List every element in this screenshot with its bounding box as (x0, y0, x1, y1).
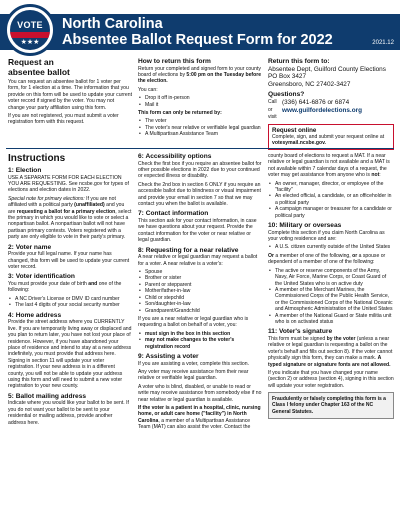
return-to-section (268, 58, 394, 150)
list-item: • An elected official, a candidate, or an officeholder in a political party (268, 193, 394, 206)
list-item: • The active or reserve components of the Army, Navy, Air Force, Marine Corps, or Coast Guard of the United States who is on active duty (268, 268, 394, 287)
return-methods-label: You can: (138, 86, 158, 93)
returned-by-list (138, 118, 262, 137)
list-item: • Grandparent/Grandchild (138, 308, 262, 314)
near-relative-paragraph-1: A near relative or legal guardian may request a ballot for a voter. A near relative is a voter's: (138, 254, 258, 267)
list-item: • may not make changes to the voter's registration record (138, 337, 262, 350)
online-url-link[interactable]: votesymail.ncsbe.gov. (272, 140, 326, 147)
intro-heading: Request an absentee ballot (8, 57, 70, 77)
fraud-warning-box: Fraudulently or falsely completing this form is a Class I felony under Chapter 163 of the NC General Statutes. (268, 392, 394, 419)
list-item: • A campaign manager or treasurer for a candidate or political party (268, 206, 394, 219)
military-heading: 10: Military or overseas (268, 222, 342, 230)
mailing-address-heading: 5: Ballot mailing address (8, 392, 87, 400)
signature-paragraph-1: This form must be signed by the voter (unless a near relative or legal guardian is requesting a ballot on the voter's behalf and fills out section 8). If the voter cannot physically sign this form, they can make a mark. A typed signature or signature fonts are not allowed. (268, 335, 393, 368)
request-online-box (268, 124, 394, 150)
voter-id-heading: 3: Voter identification (8, 273, 75, 281)
address-line-1: Absentee Dept, Guilford County Elections (268, 65, 386, 73)
list-item: • Brother or sister (138, 275, 262, 281)
near-relative-list (138, 269, 262, 314)
return-to-heading: Return this form to: (268, 58, 330, 65)
list-item: • Parent or stepparent (138, 282, 262, 288)
list-item: • The voter (138, 118, 262, 124)
vote-logo (4, 4, 56, 56)
address-line-3: Greensboro, NC 27402-3427 (268, 80, 351, 88)
vote-logo-icon (10, 10, 50, 50)
logo-text: VOTE (17, 20, 43, 30)
assisting-paragraph-3: A voter who is blind, disabled, or unable to read or write may receive assistance from somebody else if no near relative or legal guardian is available. (138, 383, 262, 403)
voter-name-paragraph: Provide your full legal name. If your name has changed, this form will be used to update your current voter record. (8, 251, 130, 271)
list-item: • Child or stepchild (138, 295, 262, 301)
assisting-heading: 9: Assisting a voter (138, 352, 199, 360)
assisting-paragraph-1: If you are assisting a voter, complete this section. (138, 360, 249, 367)
list-item: • must sign in the box in this section (138, 331, 262, 337)
near-relative-heading: 8: Requesting for a near relative (138, 246, 239, 254)
website-link[interactable]: www.guilfordelections.org (282, 106, 363, 114)
accessibility-heading: 6: Accessibility options (138, 153, 212, 160)
star-icon: ★★★ (20, 39, 40, 46)
list-item: • The last 4 digits of your social security number (8, 302, 132, 308)
near-relative-rules (138, 331, 262, 350)
title-line-1: North Carolina (62, 16, 163, 32)
list-item: • A member of the Merchant Marines, the Commissioned Corps of the Public Health Service, or the Commissioned Corps of the National Oceanic and Atmospheric Administration of the United States (268, 287, 394, 313)
request-online-text: Complete, sign, and submit your request online at votesymail.ncsbe.gov. (272, 133, 385, 147)
military-paragraph-2: Or a member of one of the following, or a spouse or dependent of a member of one of the following: (268, 252, 386, 266)
list-item: • An owner, manager, director, or employee of the "facility" (268, 181, 394, 194)
intro-paragraph-1: You can request an absentee ballot for 1 voter per form, for 1 election at a time. The information that you provide on this form will be used to update your current voter record if signed by the voter. You may not change your party affiliation using this form. (8, 79, 133, 111)
instructions-column-1 (8, 153, 132, 428)
form-version: 2021.12 (372, 40, 394, 46)
instructions-column-2 (138, 153, 262, 433)
contact-info-heading: 7: Contact information (138, 210, 209, 218)
mailing-address-paragraph: Indicate where you would like your ballot to be sent. If you do not want your ballot to be sent to your residential or mailing address, provide another address here. (8, 400, 129, 426)
instructions-column-3 (268, 153, 394, 419)
request-online-heading: Request online (272, 126, 317, 134)
call-row (268, 99, 394, 107)
list-item: • Drop it off in-person (138, 95, 262, 101)
near-relative-paragraph-2: If you are a near relative or legal guardian who is requesting a ballot on behalf of a voter, you: (138, 315, 249, 329)
returned-by-heading: This form can only be returned by: (138, 110, 222, 117)
section-divider (6, 148, 394, 149)
return-address (268, 66, 394, 89)
call-label: Call (268, 98, 277, 105)
list-item: • The voter's near relative or verifiable legal guardian (138, 125, 262, 131)
list-item: • Son/daughter-in-law (138, 301, 262, 307)
list-item: • A U.S. citizen currently outside of the United States (268, 244, 394, 250)
home-address-heading: 4: Home address (8, 311, 62, 319)
election-paragraph-1: USE A SEPARATE FORM FOR EACH ELECTION YOU ARE REQUESTING. See ncsbe.gov for types of elections and election dates in 2022. (8, 174, 129, 194)
list-item: • Mail it (138, 102, 262, 108)
phone-number[interactable]: (336) 641-6876 or 6874 (282, 98, 350, 106)
military-list-2 (268, 268, 394, 326)
return-deadline: Return your completed and signed form to your county board of elections by 5:00 pm on the Tuesday before the election. (138, 65, 262, 85)
list-item: • Mother/father-in-law (138, 288, 262, 294)
election-paragraph-2: Special note for primary elections: If you are not affiliated with a political party (unaffiliated) and you are requesting a ballot for a primary election, select the primary in which you would like to vote or select a nonpartisan ballot. A nonpartisan ballot will not have partisan primary contests. Voters registered with a party are only eligible to vote in their party's primary. (8, 195, 132, 241)
voter-name-heading: 2: Voter name (8, 243, 52, 251)
military-list-1 (268, 244, 394, 250)
home-address-paragraph: Provide the street address where you CURRENTLY live. If you are temporarily living away or displaced and you plan to return later, you have not lost your place of residence. However, if you have abandoned your place of residence and intend to stay at a new address indefinitely, you must provide that address here. Signing in section 11 will update your voter registration. If your new address is in a different county, you will not be able to update your address using this form and will need to submit a new voter registration to your new county. (8, 319, 132, 390)
signature-heading: 11: Voter's signature (268, 328, 333, 336)
list-item: • A Multipartisan Assistance Team (138, 131, 262, 137)
how-to-return-section (138, 58, 262, 140)
title-line-2: Absentee Ballot Request Form for 2022 (62, 32, 333, 48)
accessibility-paragraph-2: Check the 2nd box in section 6 ONLY if you require an accessible ballot due to blindness or visual impairment and provide your email in section 7 so that we may contact you when the ballot is available. (138, 181, 261, 208)
return-methods-list (138, 95, 262, 108)
list-item: • Spouse (138, 269, 262, 275)
accessibility-paragraph-1: Check the first box if you require an absentee ballot for other possible elections in 2022 due to your continued or expected illness or disability. (138, 160, 262, 180)
visit-label: or visit (268, 106, 277, 121)
form-header (0, 0, 400, 56)
list-item: • A NC Driver's License or DMV ID card number (8, 296, 132, 302)
intro-section (8, 58, 132, 128)
questions-heading: Questions? (268, 91, 305, 99)
intro-paragraph-2: If you are not registered, you must submit a voter registration form with this request. (8, 113, 119, 126)
how-to-return-heading: How to return this form (138, 58, 211, 65)
assisting-continued-paragraph: county board of elections to request a MAT. If a near relative or legal guardian is not available and a MAT is not available within 7 calendar days of a request, the voter may get assistance from anyone who is not: (268, 153, 390, 179)
contact-info-paragraph: This section ask for your contact information, in case we have questions about your request. Provide the contact information for the voter or near relative or legal guardian. (138, 218, 257, 244)
form-title (62, 16, 333, 48)
military-paragraph-1: Complete this section if you claim North Carolina as your voting residence and are: (268, 229, 385, 243)
instructions-heading: Instructions (8, 153, 66, 164)
assisting-paragraph-4: If the voter is a patient in a hospital, clinic, nursing home, or adult care home ("facility") in North Carolina, a member of a Multipartisan Assistance Team (MAT) can also assist the voter. Contact the (138, 404, 261, 431)
signature-paragraph-2: If you indicate that you have changed your name (section 2) or address (section 4), signing in this section will update your voter registration. (268, 369, 394, 389)
address-line-2: PO Box 3427 (268, 73, 307, 81)
visit-row (268, 107, 394, 122)
election-heading: 1: Election (8, 167, 42, 174)
voter-id-list (8, 296, 132, 309)
list-item: • A member of the National Guard or State militia unit who is on activated status (268, 313, 394, 326)
voter-id-paragraph: You must provide your date of birth and one of the following: (8, 281, 122, 294)
assisting-paragraph-2: Any voter may receive assistance from their near relative or verifiable legal guardian. (138, 368, 249, 382)
assisting-exclusions-list (268, 181, 394, 219)
logo-stripe (10, 32, 50, 38)
